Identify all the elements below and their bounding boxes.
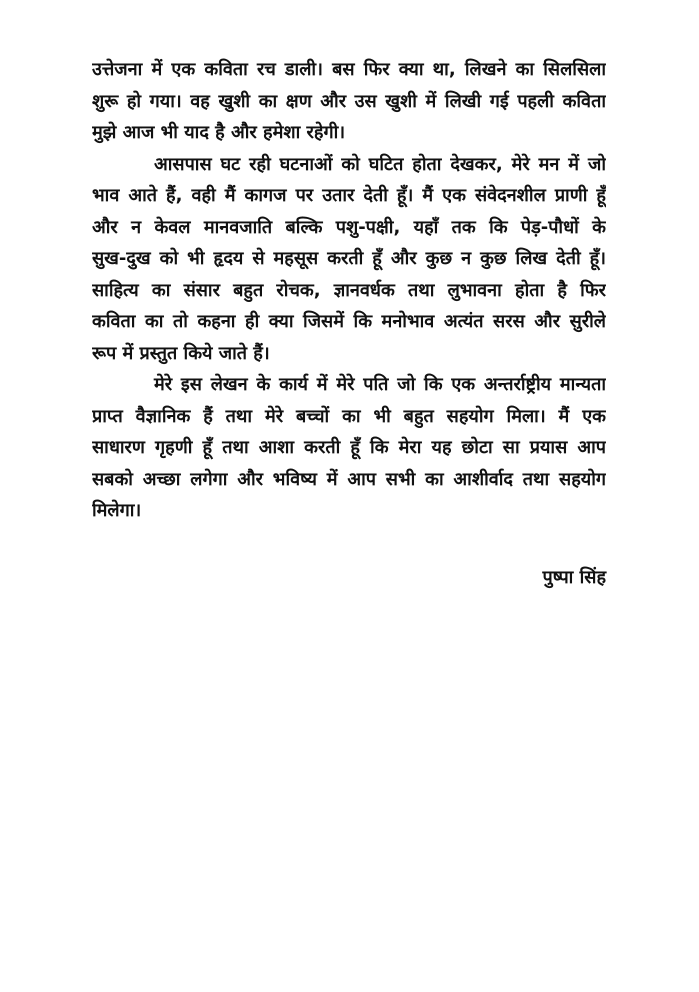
text-line: कविता का तो कहना ही क्या जिसमें कि मनोभाव अत्यंत सरस और सुरीले bbox=[92, 311, 606, 332]
text-line: आसपास घट रही घटनाओं को घटित होता देखकर, मेरे मन में जो bbox=[154, 153, 606, 175]
text-line: साहित्य का संसार बहुत रोचक, ज्ञानवर्धक तथा लुभावना होता है फिर bbox=[92, 279, 606, 301]
text-line: और न केवल मानवजाति बल्कि पशु-पक्षी, यहाँ तक कि पेड़-पौधों के bbox=[92, 216, 606, 238]
text-line: सबको अच्छा लगेगा और भविष्य में आप सभी का आशीर्वाद तथा सहयोग bbox=[92, 468, 606, 490]
text-line: मिलेगा। bbox=[92, 500, 142, 521]
text-line: मुझे आज भी याद है और हमेशा रहेगी। bbox=[92, 122, 346, 143]
text-line: रूप में प्रस्तुत किये जाते हैं। bbox=[92, 342, 270, 364]
paragraph-3 bbox=[92, 369, 606, 527]
paragraph-1 bbox=[92, 54, 606, 149]
text-line: उत्तेजना में एक कविता रच डाली। बस फिर क्या था, लिखने का सिलसिला bbox=[92, 59, 606, 80]
text-line: मेरे इस लेखन के कार्य में मेरे पति जो कि एक अन्तर्राष्ट्रीय मान्यता bbox=[154, 374, 606, 395]
body-text bbox=[92, 54, 606, 527]
text-line: सुख-दुख को भी हृदय से महसूस करती हूँ और कुछ न कुछ लिख देती हूँ। bbox=[92, 248, 606, 269]
text-line: साधारण गृहणी हूँ तथा आशा करती हूँ कि मेरा यह छोटा सा प्रयास आप bbox=[92, 437, 606, 458]
text-line: शुरू हो गया। वह खुशी का क्षण और उस खुशी में लिखी गई पहली कविता bbox=[92, 90, 606, 112]
text-line: प्राप्त वैज्ञानिक हैं तथा मेरे बच्चों का भी बहुत सहयोग मिला। मैं एक bbox=[92, 405, 606, 427]
author-signature: पुष्पा सिंह bbox=[542, 567, 606, 588]
text-line: भाव आते हैं, वही मैं कागज पर उतार देती हूँ। मैं एक संवेदनशील प्राणी हूँ bbox=[92, 185, 606, 206]
paragraph-2 bbox=[92, 149, 606, 370]
